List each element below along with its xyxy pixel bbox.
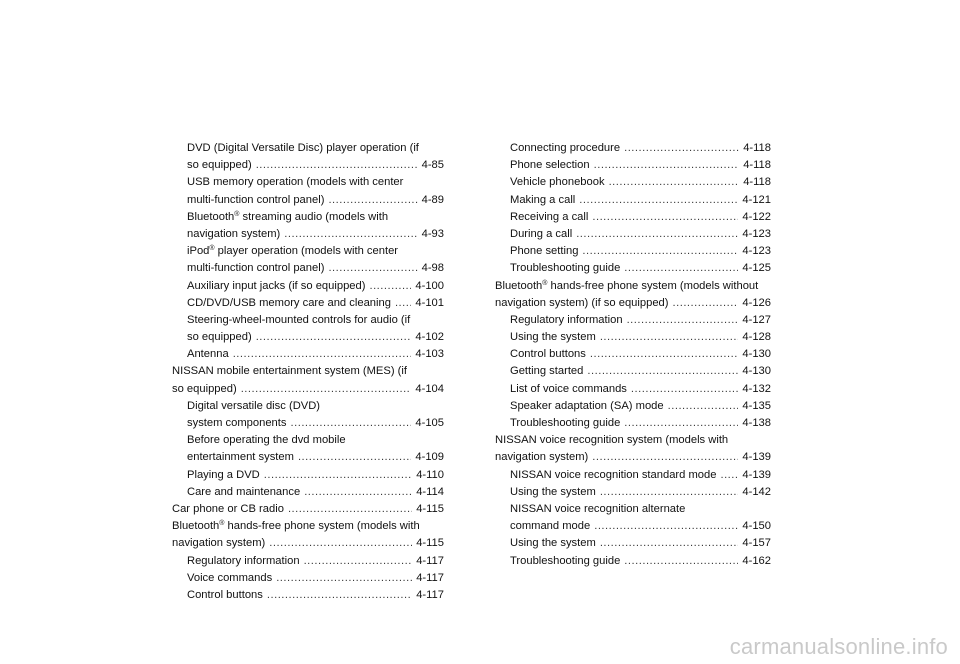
toc-entry-title: entertainment system bbox=[187, 451, 294, 464]
site-watermark: carmanualsonline.info bbox=[729, 634, 948, 659]
toc-entry-line: Digital versatile disc (DVD) bbox=[187, 399, 321, 412]
toc-entry-line bbox=[495, 192, 771, 209]
dot-leader bbox=[600, 535, 739, 552]
toc-page-number: 4-139 bbox=[742, 468, 771, 481]
toc-entry-title: Receiving a call bbox=[510, 210, 589, 223]
dot-leader bbox=[609, 174, 740, 191]
toc-entry-line bbox=[172, 260, 444, 277]
dot-leader bbox=[291, 415, 412, 432]
toc-entry-line bbox=[172, 381, 444, 398]
toc-entry-line bbox=[495, 140, 771, 157]
toc-subsection-entry[interactable] bbox=[172, 570, 444, 587]
toc-entry-line: USB memory operation (models with center bbox=[187, 176, 404, 189]
dot-leader bbox=[668, 398, 739, 415]
toc-entry-title: During a call bbox=[510, 227, 573, 240]
toc-entry-title: Phone setting bbox=[510, 245, 579, 258]
toc-page-number: 4-150 bbox=[742, 520, 771, 533]
toc-subsection-entry[interactable] bbox=[172, 174, 444, 208]
dot-leader bbox=[624, 415, 738, 432]
toc-entry-line bbox=[495, 295, 771, 312]
toc-subsection-entry[interactable] bbox=[172, 278, 444, 295]
toc-entry-title: Voice commands bbox=[187, 571, 273, 584]
toc-column-left bbox=[172, 140, 444, 604]
dot-leader bbox=[288, 501, 412, 518]
toc-entry-line bbox=[172, 346, 444, 363]
toc-entry-line bbox=[172, 553, 444, 570]
toc-page-number: 4-128 bbox=[742, 331, 771, 344]
toc-entry-line bbox=[495, 312, 771, 329]
dot-leader bbox=[304, 553, 413, 570]
toc-entry-line: Steering-wheel-mounted controls for audio (if bbox=[187, 313, 411, 326]
toc-page-number: 4-105 bbox=[415, 417, 444, 429]
toc-subsection-entry[interactable] bbox=[495, 174, 771, 191]
toc-page-number: 4-122 bbox=[742, 210, 771, 223]
toc-entry-title: Speaker adaptation (SA) mode bbox=[510, 399, 664, 412]
toc-entry-line bbox=[495, 329, 771, 346]
toc-column-right bbox=[495, 140, 771, 570]
toc-entry-title: Connecting procedure bbox=[510, 142, 621, 154]
toc-subsection-entry[interactable] bbox=[495, 467, 771, 484]
toc-entry-title: Control buttons bbox=[510, 348, 586, 361]
dot-leader bbox=[592, 209, 738, 226]
toc-subsection-entry[interactable] bbox=[495, 501, 771, 535]
dot-leader bbox=[673, 295, 739, 312]
toc-entry-title: so equipped) bbox=[172, 382, 237, 395]
toc-entry-line: NISSAN mobile entertainment system (MES) (if bbox=[172, 365, 408, 378]
dot-leader bbox=[369, 278, 411, 295]
toc-subsection-entry[interactable] bbox=[495, 243, 771, 260]
toc-page-number: 4-109 bbox=[415, 451, 444, 464]
toc-page-number: 4-126 bbox=[742, 296, 771, 309]
toc-entry-title: navigation system) bbox=[172, 537, 266, 550]
dot-leader bbox=[590, 346, 739, 363]
toc-entry-line bbox=[495, 467, 771, 484]
toc-page-number: 4-98 bbox=[421, 262, 444, 275]
toc-subsection-entry[interactable] bbox=[172, 467, 444, 484]
toc-entry-line bbox=[172, 157, 444, 174]
registered-mark: ® bbox=[542, 279, 548, 287]
toc-entry-title: Using the system bbox=[510, 331, 596, 344]
toc-subsection-entry[interactable] bbox=[495, 209, 771, 226]
dot-leader bbox=[298, 449, 411, 466]
toc-entry-title: Troubleshooting guide bbox=[510, 554, 621, 567]
toc-subsection-entry[interactable] bbox=[495, 157, 771, 174]
dot-leader bbox=[720, 467, 738, 484]
toc-subsection-entry[interactable] bbox=[495, 226, 771, 243]
toc-entry-line bbox=[495, 535, 771, 552]
toc-entry-line bbox=[495, 226, 771, 243]
toc-page-number: 4-139 bbox=[742, 451, 771, 464]
toc-subsection-entry[interactable] bbox=[495, 484, 771, 501]
toc-entry-line bbox=[172, 570, 444, 587]
dot-leader bbox=[594, 518, 738, 535]
toc-entry-title: Regulatory information bbox=[510, 313, 623, 326]
toc-page-number: 4-93 bbox=[421, 227, 444, 240]
toc-page-number: 4-132 bbox=[742, 382, 771, 395]
dot-leader bbox=[631, 381, 738, 398]
toc-entry-line bbox=[495, 243, 771, 260]
toc-entry-title: system components bbox=[187, 417, 287, 429]
toc-entry-title: Vehicle phonebook bbox=[510, 176, 605, 189]
toc-entry-line bbox=[495, 174, 771, 191]
toc-entry-title: Control buttons bbox=[187, 588, 263, 601]
toc-entry-title: multi-function control panel) bbox=[187, 193, 325, 206]
toc-page-number: 4-162 bbox=[742, 554, 771, 567]
toc-subsection-entry[interactable] bbox=[495, 363, 771, 380]
toc-entry-title: Care and maintenance bbox=[187, 485, 301, 498]
toc-entry-line bbox=[172, 192, 444, 209]
toc-section-entry[interactable] bbox=[495, 278, 771, 312]
toc-page-number: 4-121 bbox=[742, 193, 771, 206]
toc-subsection-entry[interactable] bbox=[172, 295, 444, 312]
dot-leader bbox=[624, 140, 739, 157]
registered-mark: ® bbox=[234, 210, 240, 218]
toc-entry-line bbox=[495, 398, 771, 415]
toc-entry-title: Car phone or CB radio bbox=[172, 502, 284, 515]
toc-entry-title: List of voice commands bbox=[510, 382, 627, 395]
toc-entry-line bbox=[495, 363, 771, 380]
toc-entry-line bbox=[172, 415, 444, 432]
toc-entry-line bbox=[495, 157, 771, 174]
dot-leader bbox=[269, 535, 412, 552]
toc-page-number: 4-135 bbox=[742, 399, 771, 412]
toc-subsection-entry[interactable] bbox=[495, 553, 771, 570]
toc-entry-title: so equipped) bbox=[187, 159, 252, 172]
toc-section-entry[interactable] bbox=[172, 363, 444, 397]
toc-page-number: 4-117 bbox=[416, 571, 444, 584]
toc-subsection-entry[interactable] bbox=[172, 140, 444, 174]
toc-entry-title: Using the system bbox=[510, 485, 596, 498]
toc-entry-line bbox=[495, 346, 771, 363]
dot-leader bbox=[592, 449, 738, 466]
toc-subsection-entry[interactable] bbox=[172, 432, 444, 466]
toc-entry-line bbox=[172, 295, 444, 312]
toc-entry-line: Bluetooth® hands-free phone system (models with bbox=[172, 520, 420, 533]
toc-entry-title: multi-function control panel) bbox=[187, 262, 325, 275]
toc-subsection-entry[interactable] bbox=[172, 553, 444, 570]
dot-leader bbox=[600, 329, 739, 346]
toc-subsection-entry[interactable] bbox=[172, 312, 444, 346]
dot-leader bbox=[624, 553, 738, 570]
dot-leader bbox=[579, 192, 738, 209]
toc-entry-line bbox=[172, 449, 444, 466]
toc-page-number: 4-130 bbox=[742, 365, 771, 378]
toc-subsection-entry[interactable] bbox=[172, 346, 444, 363]
dot-leader bbox=[241, 381, 412, 398]
toc-page-number: 4-100 bbox=[415, 279, 444, 292]
toc-entry-line bbox=[172, 501, 444, 518]
toc-page-number: 4-114 bbox=[416, 485, 444, 498]
dot-leader bbox=[627, 312, 739, 329]
toc-entry-line bbox=[172, 484, 444, 501]
toc-subsection-entry[interactable] bbox=[495, 346, 771, 363]
toc-entry-title: Getting started bbox=[510, 365, 584, 378]
toc-page-number: 4-115 bbox=[416, 537, 444, 550]
toc-section-entry[interactable] bbox=[495, 432, 771, 466]
toc-section-entry[interactable] bbox=[172, 518, 444, 552]
toc-page-number: 4-138 bbox=[742, 417, 771, 429]
toc-page-number: 4-104 bbox=[415, 382, 444, 395]
toc-page-number: 4-102 bbox=[415, 331, 444, 344]
toc-entry-title: command mode bbox=[510, 520, 591, 533]
toc-page-number: 4-118 bbox=[743, 176, 771, 189]
dot-leader bbox=[624, 260, 738, 277]
toc-entry-title: navigation system) bbox=[495, 451, 589, 464]
toc-subsection-entry[interactable] bbox=[172, 587, 444, 604]
toc-page-number: 4-127 bbox=[742, 313, 771, 326]
toc-subsection-entry[interactable] bbox=[495, 398, 771, 415]
toc-entry-line bbox=[495, 518, 771, 535]
toc-entry-line bbox=[172, 535, 444, 552]
toc-page-number: 4-89 bbox=[421, 193, 444, 206]
toc-entry-line: iPod® player operation (models with center bbox=[187, 245, 399, 258]
toc-subsection-entry[interactable] bbox=[495, 192, 771, 209]
registered-mark: ® bbox=[209, 245, 215, 253]
toc-entry-title: Auxiliary input jacks (if so equipped) bbox=[187, 279, 366, 292]
toc-entry-title: Phone selection bbox=[510, 159, 590, 172]
toc-entry-title: NISSAN voice recognition standard mode bbox=[510, 468, 717, 481]
toc-entry-title: Troubleshooting guide bbox=[510, 417, 621, 429]
dot-leader bbox=[328, 192, 417, 209]
toc-subsection-entry[interactable] bbox=[495, 381, 771, 398]
dot-leader bbox=[594, 157, 740, 174]
toc-entry-line bbox=[495, 209, 771, 226]
toc-entry-line bbox=[495, 449, 771, 466]
dot-leader bbox=[256, 157, 418, 174]
dot-leader bbox=[284, 226, 417, 243]
toc-entry-title: navigation system) bbox=[187, 227, 281, 240]
dot-leader bbox=[267, 587, 412, 604]
toc-entry-line bbox=[495, 260, 771, 277]
toc-subsection-entry[interactable] bbox=[495, 260, 771, 277]
toc-page-number: 4-110 bbox=[416, 468, 444, 481]
toc-entry-line: Bluetooth® hands-free phone system (models without bbox=[495, 279, 759, 292]
toc-page-number: 4-142 bbox=[742, 485, 771, 498]
dot-leader bbox=[587, 363, 738, 380]
toc-page-number: 4-123 bbox=[742, 227, 771, 240]
toc-entry-title: so equipped) bbox=[187, 331, 252, 344]
toc-page-number: 4-115 bbox=[416, 502, 444, 515]
dot-leader bbox=[395, 295, 411, 312]
toc-subsection-entry[interactable] bbox=[172, 243, 444, 277]
dot-leader bbox=[264, 467, 412, 484]
toc-entry-line: NISSAN voice recognition system (models with bbox=[495, 434, 729, 447]
toc-entry-title: CD/DVD/USB memory care and cleaning bbox=[187, 296, 391, 309]
toc-page-number: 4-117 bbox=[416, 588, 444, 601]
toc-entry-line bbox=[172, 467, 444, 484]
toc-page-number: 4-117 bbox=[416, 554, 444, 567]
toc-page-number: 4-101 bbox=[415, 296, 444, 309]
dot-leader bbox=[582, 243, 738, 260]
toc-entry-title: Regulatory information bbox=[187, 554, 300, 567]
toc-subsection-entry[interactable] bbox=[172, 209, 444, 243]
toc-entry-title: navigation system) (if so equipped) bbox=[495, 296, 669, 309]
toc-subsection-entry[interactable] bbox=[495, 535, 771, 552]
toc-page-number: 4-130 bbox=[742, 348, 771, 361]
toc-entry-title: Using the system bbox=[510, 537, 596, 550]
toc-entry-line: Bluetooth® streaming audio (models with bbox=[187, 210, 389, 223]
toc-section-entry[interactable] bbox=[172, 501, 444, 518]
toc-entry-line bbox=[172, 226, 444, 243]
toc-subsection-entry[interactable] bbox=[172, 398, 444, 432]
dot-leader bbox=[600, 484, 739, 501]
dot-leader bbox=[276, 570, 412, 587]
toc-page-number: 4-123 bbox=[742, 245, 771, 258]
toc-entry-line bbox=[495, 553, 771, 570]
registered-mark: ® bbox=[219, 520, 225, 528]
toc-page-number: 4-118 bbox=[743, 142, 771, 154]
toc-page-number: 4-157 bbox=[742, 537, 771, 550]
toc-subsection-entry[interactable] bbox=[495, 329, 771, 346]
toc-entry-line bbox=[495, 484, 771, 501]
toc-entry-title: Antenna bbox=[187, 348, 229, 361]
toc-entry-line: DVD (Digital Versatile Disc) player operation (if bbox=[187, 142, 419, 154]
toc-entry-line bbox=[172, 278, 444, 295]
toc-entry-title: Making a call bbox=[510, 193, 576, 206]
toc-subsection-entry[interactable] bbox=[172, 484, 444, 501]
dot-leader bbox=[233, 346, 412, 363]
dot-leader bbox=[576, 226, 738, 243]
dot-leader bbox=[328, 260, 417, 277]
toc-subsection-entry[interactable] bbox=[495, 415, 771, 432]
toc-entry-line bbox=[495, 415, 771, 432]
toc-page-number: 4-118 bbox=[743, 159, 771, 172]
toc-subsection-entry[interactable] bbox=[495, 140, 771, 157]
dot-leader bbox=[304, 484, 412, 501]
toc-entry-line: NISSAN voice recognition alternate bbox=[510, 502, 686, 515]
toc-page-number: 4-103 bbox=[415, 348, 444, 361]
toc-entry-title: Troubleshooting guide bbox=[510, 262, 621, 275]
toc-subsection-entry[interactable] bbox=[495, 312, 771, 329]
toc-entry-line bbox=[172, 587, 444, 604]
dot-leader bbox=[256, 329, 412, 346]
toc-entry-title: Playing a DVD bbox=[187, 468, 260, 481]
toc-page-number: 4-125 bbox=[742, 262, 771, 275]
toc-entry-line bbox=[172, 329, 444, 346]
toc-page-number: 4-85 bbox=[421, 159, 444, 172]
toc-entry-line bbox=[495, 381, 771, 398]
toc-entry-line: Before operating the dvd mobile bbox=[187, 434, 346, 447]
